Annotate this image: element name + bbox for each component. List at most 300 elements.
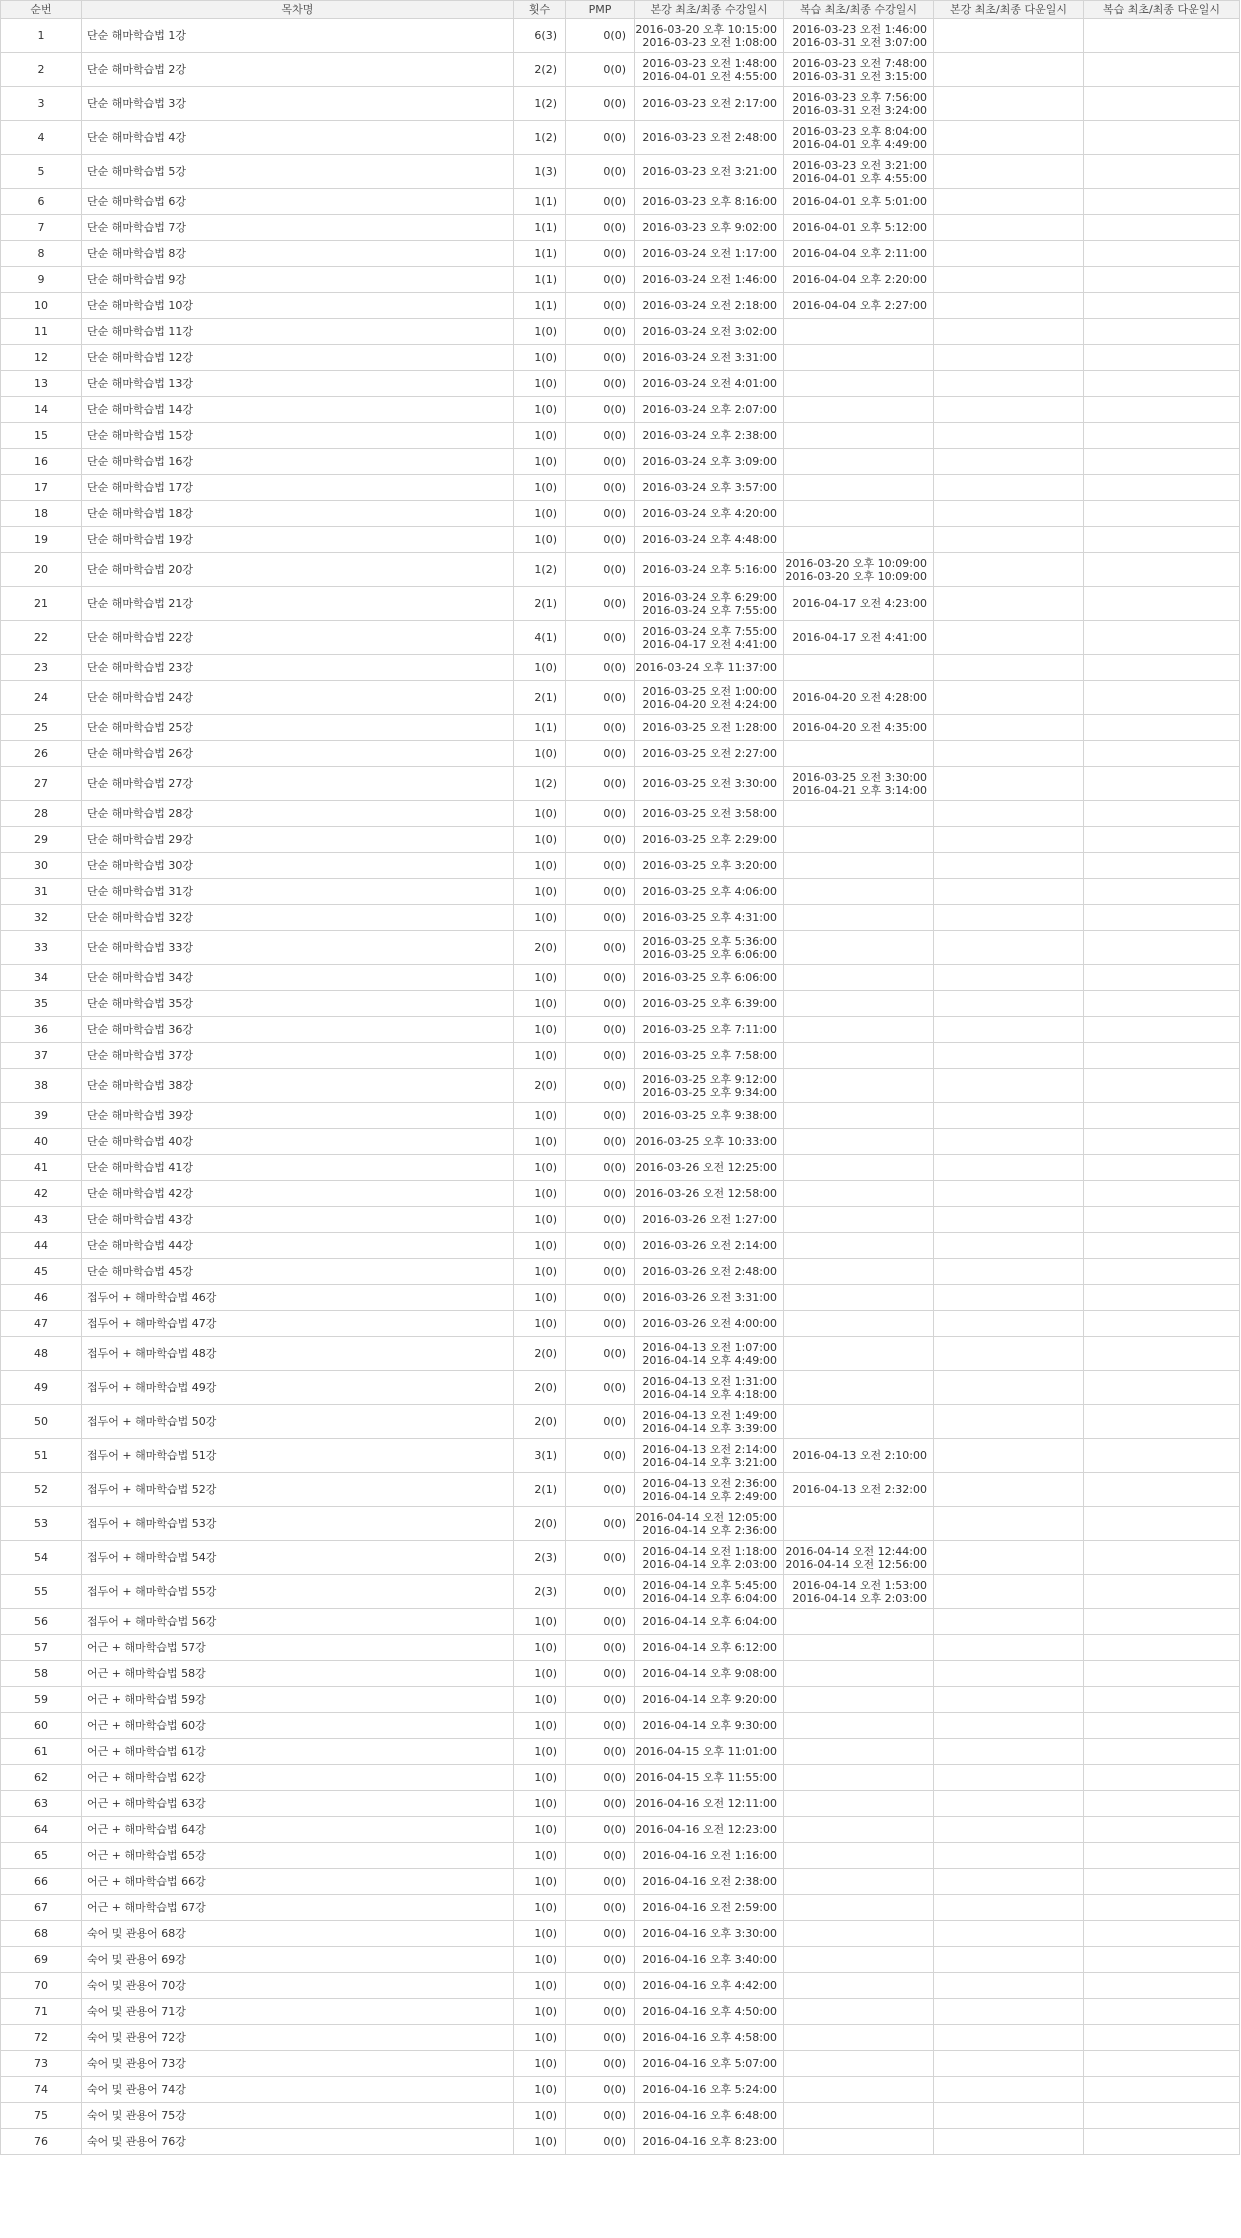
lecture-title: 단순 해마학습법 34강 [82,965,514,991]
lecture-title: 어근 + 해마학습법 67강 [82,1895,514,1921]
datetime-value: 2016-04-13 오전 2:36:00 [642,1476,777,1490]
pmp-count: 0(0) [566,655,635,681]
review-watch-dates [784,1207,934,1233]
review-download-dates [1084,1661,1240,1687]
main-download-dates [934,2129,1084,2155]
datetime-value: 2016-04-16 오전 2:59:00 [642,1901,777,1914]
datetime-value: 2016-04-14 오후 9:20:00 [642,1693,777,1706]
datetime-value: 2016-04-14 오후 3:21:00 [642,1455,777,1469]
main-download-dates [934,1181,1084,1207]
review-watch-dates [784,587,934,621]
table-row [1,1541,1240,1575]
watch-count: 2(3) [514,1575,566,1609]
review-download-dates [1084,1575,1240,1609]
header-pmp: PMP [566,1,635,19]
row-number: 58 [1,1661,82,1687]
datetime-value: 2016-03-24 오후 11:37:00 [635,661,777,674]
review-watch-dates [784,853,934,879]
review-download-dates [1084,1181,1240,1207]
review-download-dates [1084,715,1240,741]
review-watch-dates [784,475,934,501]
main-download-dates [934,715,1084,741]
review-download-dates [1084,1259,1240,1285]
pmp-count: 0(0) [566,1155,635,1181]
review-download-dates [1084,241,1240,267]
datetime-value: 2016-03-26 오전 12:25:00 [635,1161,777,1174]
watch-count: 6(3) [514,19,566,53]
datetime-value: 2016-04-14 오후 6:04:00 [642,1591,777,1605]
row-number: 12 [1,345,82,371]
datetime-value: 2016-03-25 오후 3:20:00 [642,859,777,872]
pmp-count: 0(0) [566,2051,635,2077]
datetime-value: 2016-03-25 오후 7:58:00 [642,1049,777,1062]
datetime-value: 2016-03-25 오후 9:38:00 [642,1109,777,1122]
review-download-dates [1084,1817,1240,1843]
review-watch-dates [784,767,934,801]
row-number: 1 [1,19,82,53]
datetime-value: 2016-03-25 오전 2:27:00 [642,747,777,760]
main-watch-dates [635,1017,784,1043]
main-download-dates [934,53,1084,87]
watch-count: 2(1) [514,681,566,715]
datetime-value: 2016-04-16 오전 1:16:00 [642,1849,777,1862]
main-download-dates [934,991,1084,1017]
main-watch-dates [635,1739,784,1765]
review-download-dates [1084,1687,1240,1713]
review-watch-dates [784,501,934,527]
watch-count: 1(0) [514,475,566,501]
table-row [1,1405,1240,1439]
main-watch-dates [635,1155,784,1181]
lecture-title: 접두어 + 해마학습법 54강 [82,1541,514,1575]
review-download-dates [1084,189,1240,215]
datetime-value: 2016-03-25 오전 3:30:00 [792,770,927,784]
review-download-dates [1084,879,1240,905]
review-download-dates [1084,853,1240,879]
pmp-count: 0(0) [566,767,635,801]
pmp-count: 0(0) [566,1973,635,1999]
watch-count: 1(0) [514,1129,566,1155]
watch-count: 1(1) [514,293,566,319]
pmp-count: 0(0) [566,2103,635,2129]
lecture-title: 단순 해마학습법 32강 [82,905,514,931]
main-watch-dates [635,423,784,449]
review-download-dates [1084,475,1240,501]
review-watch-dates [784,423,934,449]
watch-count: 1(0) [514,423,566,449]
review-download-dates [1084,1609,1240,1635]
row-number: 6 [1,189,82,215]
datetime-value: 2016-03-24 오후 3:09:00 [642,455,777,468]
lecture-title: 단순 해마학습법 10강 [82,293,514,319]
main-watch-dates [635,501,784,527]
header-count: 횟수 [514,1,566,19]
datetime-value: 2016-04-01 오후 5:01:00 [792,195,927,208]
review-download-dates [1084,423,1240,449]
datetime-value: 2016-03-23 오전 2:17:00 [642,97,777,110]
pmp-count: 0(0) [566,449,635,475]
datetime-value: 2016-04-16 오전 12:23:00 [635,1823,777,1836]
review-download-dates [1084,1285,1240,1311]
watch-count: 1(0) [514,2129,566,2155]
datetime-value: 2016-04-14 오후 6:04:00 [642,1615,777,1628]
datetime-value: 2016-04-15 오후 11:55:00 [635,1771,777,1784]
review-watch-dates [784,1999,934,2025]
lecture-title: 단순 해마학습법 45강 [82,1259,514,1285]
main-download-dates [934,397,1084,423]
datetime-value: 2016-04-14 오전 12:05:00 [635,1510,777,1524]
datetime-value: 2016-03-24 오전 3:02:00 [642,325,777,338]
table-row [1,1129,1240,1155]
pmp-count: 0(0) [566,1259,635,1285]
header-main-download: 본강 최초/최종 다운일시 [934,1,1084,19]
datetime-value: 2016-03-24 오후 6:29:00 [642,590,777,604]
watch-count: 1(3) [514,155,566,189]
datetime-value: 2016-03-25 오후 6:06:00 [642,947,777,961]
table-row [1,2025,1240,2051]
row-number: 43 [1,1207,82,1233]
datetime-value: 2016-04-14 오후 4:49:00 [642,1353,777,1367]
main-watch-dates [635,1285,784,1311]
datetime-value: 2016-04-14 오후 6:12:00 [642,1641,777,1654]
datetime-value: 2016-03-23 오후 8:04:00 [792,124,927,138]
review-download-dates [1084,767,1240,801]
table-row [1,371,1240,397]
table-row [1,1155,1240,1181]
lecture-title: 숙어 및 관용어 69강 [82,1947,514,1973]
main-download-dates [934,1869,1084,1895]
watch-count: 1(0) [514,527,566,553]
lecture-title: 접두어 + 해마학습법 49강 [82,1371,514,1405]
header-title: 목차명 [82,1,514,19]
row-number: 74 [1,2077,82,2103]
table-row [1,2129,1240,2155]
row-number: 73 [1,2051,82,2077]
watch-count: 2(0) [514,1371,566,1405]
pmp-count: 0(0) [566,1285,635,1311]
review-download-dates [1084,1739,1240,1765]
row-number: 61 [1,1739,82,1765]
datetime-value: 2016-04-14 오전 12:56:00 [785,1557,927,1571]
lecture-title: 단순 해마학습법 23강 [82,655,514,681]
main-download-dates [934,1439,1084,1473]
watch-count: 1(0) [514,1609,566,1635]
review-watch-dates [784,1817,934,1843]
review-download-dates [1084,1869,1240,1895]
datetime-value: 2016-03-26 오전 12:58:00 [635,1187,777,1200]
main-download-dates [934,1069,1084,1103]
watch-count: 1(0) [514,2025,566,2051]
datetime-value: 2016-04-04 오후 2:20:00 [792,273,927,286]
table-row [1,1233,1240,1259]
main-download-dates [934,767,1084,801]
main-watch-dates [635,681,784,715]
main-watch-dates [635,741,784,767]
lecture-title: 어근 + 해마학습법 61강 [82,1739,514,1765]
watch-count: 1(2) [514,553,566,587]
datetime-value: 2016-04-13 오전 2:14:00 [642,1442,777,1456]
table-row [1,1439,1240,1473]
review-watch-dates [784,527,934,553]
lecture-title: 접두어 + 해마학습법 48강 [82,1337,514,1371]
pmp-count: 0(0) [566,741,635,767]
datetime-value: 2016-03-23 오전 3:21:00 [642,165,777,178]
watch-count: 1(0) [514,853,566,879]
pmp-count: 0(0) [566,1439,635,1473]
row-number: 34 [1,965,82,991]
main-watch-dates [635,1233,784,1259]
datetime-value: 2016-04-15 오후 11:01:00 [635,1745,777,1758]
pmp-count: 0(0) [566,1739,635,1765]
lecture-title: 접두어 + 해마학습법 56강 [82,1609,514,1635]
lecture-title: 단순 해마학습법 29강 [82,827,514,853]
pmp-count: 0(0) [566,1507,635,1541]
lecture-title: 단순 해마학습법 16강 [82,449,514,475]
main-watch-dates [635,1541,784,1575]
watch-count: 2(0) [514,1337,566,1371]
table-row [1,621,1240,655]
row-number: 9 [1,267,82,293]
row-number: 66 [1,1869,82,1895]
lecture-title: 어근 + 해마학습법 57강 [82,1635,514,1661]
datetime-value: 2016-03-31 오전 3:24:00 [792,103,927,117]
review-watch-dates [784,1765,934,1791]
table-row [1,189,1240,215]
row-number: 52 [1,1473,82,1507]
main-download-dates [934,267,1084,293]
main-download-dates [934,1473,1084,1507]
datetime-value: 2016-03-26 오전 4:00:00 [642,1317,777,1330]
table-row [1,1507,1240,1541]
review-watch-dates [784,1405,934,1439]
main-watch-dates [635,767,784,801]
row-number: 39 [1,1103,82,1129]
row-number: 20 [1,553,82,587]
watch-count: 1(0) [514,501,566,527]
table-row [1,1817,1240,1843]
lecture-title: 단순 해마학습법 19강 [82,527,514,553]
datetime-value: 2016-04-20 오전 4:28:00 [792,691,927,704]
watch-count: 2(1) [514,587,566,621]
main-download-dates [934,87,1084,121]
review-download-dates [1084,215,1240,241]
row-number: 18 [1,501,82,527]
main-watch-dates [635,1609,784,1635]
review-download-dates [1084,1043,1240,1069]
review-watch-dates [784,1129,934,1155]
main-download-dates [934,1661,1084,1687]
pmp-count: 0(0) [566,1895,635,1921]
main-watch-dates [635,2129,784,2155]
lecture-title: 접두어 + 해마학습법 53강 [82,1507,514,1541]
lecture-title: 단순 해마학습법 40강 [82,1129,514,1155]
main-watch-dates [635,2103,784,2129]
lecture-title: 단순 해마학습법 6강 [82,189,514,215]
lecture-title: 단순 해마학습법 44강 [82,1233,514,1259]
datetime-value: 2016-03-25 오후 6:39:00 [642,997,777,1010]
pmp-count: 0(0) [566,475,635,501]
review-download-dates [1084,87,1240,121]
review-watch-dates [784,1043,934,1069]
main-watch-dates [635,189,784,215]
datetime-value: 2016-03-23 오전 7:48:00 [792,56,927,70]
main-watch-dates [635,1507,784,1541]
table-row [1,1843,1240,1869]
row-number: 7 [1,215,82,241]
main-download-dates [934,2077,1084,2103]
row-number: 38 [1,1069,82,1103]
table-row [1,879,1240,905]
pmp-count: 0(0) [566,397,635,423]
row-number: 57 [1,1635,82,1661]
review-watch-dates [784,1103,934,1129]
datetime-value: 2016-04-14 오전 12:44:00 [785,1544,927,1558]
pmp-count: 0(0) [566,189,635,215]
pmp-count: 0(0) [566,1635,635,1661]
table-row [1,587,1240,621]
pmp-count: 0(0) [566,1661,635,1687]
review-download-dates [1084,1371,1240,1405]
table-row [1,267,1240,293]
datetime-value: 2016-03-31 오전 3:07:00 [792,35,927,49]
watch-count: 1(0) [514,1103,566,1129]
datetime-value: 2016-03-23 오전 1:46:00 [792,22,927,36]
datetime-value: 2016-03-24 오전 1:17:00 [642,247,777,260]
review-watch-dates [784,1791,934,1817]
review-download-dates [1084,801,1240,827]
table-row [1,1921,1240,1947]
pmp-count: 0(0) [566,345,635,371]
datetime-value: 2016-03-25 오전 1:00:00 [642,684,777,698]
pmp-count: 0(0) [566,931,635,965]
table-row [1,1017,1240,1043]
lecture-title: 단순 해마학습법 4강 [82,121,514,155]
main-download-dates [934,1765,1084,1791]
pmp-count: 0(0) [566,1791,635,1817]
pmp-count: 0(0) [566,19,635,53]
main-download-dates [934,19,1084,53]
main-watch-dates [635,1843,784,1869]
review-download-dates [1084,1155,1240,1181]
main-download-dates [934,1791,1084,1817]
table-row [1,801,1240,827]
watch-count: 1(0) [514,1817,566,1843]
row-number: 24 [1,681,82,715]
datetime-value: 2016-03-23 오전 3:21:00 [792,158,927,172]
datetime-value: 2016-04-13 오전 1:49:00 [642,1408,777,1422]
review-download-dates [1084,1405,1240,1439]
row-number: 53 [1,1507,82,1541]
watch-count: 1(1) [514,215,566,241]
lecture-title: 접두어 + 해마학습법 55강 [82,1575,514,1609]
watch-count: 1(0) [514,2103,566,2129]
lecture-title: 단순 해마학습법 2강 [82,53,514,87]
row-number: 72 [1,2025,82,2051]
row-number: 2 [1,53,82,87]
datetime-value: 2016-04-16 오후 4:58:00 [642,2031,777,2044]
datetime-value: 2016-03-25 오후 10:33:00 [635,1135,777,1148]
main-watch-dates [635,1311,784,1337]
review-download-dates [1084,741,1240,767]
review-download-dates [1084,1895,1240,1921]
watch-count: 2(2) [514,53,566,87]
main-watch-dates [635,1439,784,1473]
lecture-title: 숙어 및 관용어 74강 [82,2077,514,2103]
header-no: 순번 [1,1,82,19]
lecture-title: 단순 해마학습법 28강 [82,801,514,827]
lecture-title: 단순 해마학습법 20강 [82,553,514,587]
review-watch-dates [784,965,934,991]
datetime-value: 2016-04-16 오후 5:24:00 [642,2083,777,2096]
datetime-value: 2016-03-25 오후 9:34:00 [642,1085,777,1099]
lecture-title: 어근 + 해마학습법 58강 [82,1661,514,1687]
row-number: 45 [1,1259,82,1285]
row-number: 17 [1,475,82,501]
datetime-value: 2016-03-25 오후 7:11:00 [642,1023,777,1036]
main-download-dates [934,905,1084,931]
review-download-dates [1084,905,1240,931]
row-number: 30 [1,853,82,879]
table-row [1,1765,1240,1791]
main-watch-dates [635,267,784,293]
lecture-title: 어근 + 해마학습법 60강 [82,1713,514,1739]
main-download-dates [934,1739,1084,1765]
review-watch-dates [784,19,934,53]
pmp-count: 0(0) [566,1541,635,1575]
main-download-dates [934,1999,1084,2025]
lecture-title: 숙어 및 관용어 70강 [82,1973,514,1999]
lecture-title: 단순 해마학습법 39강 [82,1103,514,1129]
row-number: 19 [1,527,82,553]
review-download-dates [1084,155,1240,189]
review-watch-dates [784,715,934,741]
table-row [1,1311,1240,1337]
watch-count: 1(0) [514,371,566,397]
main-download-dates [934,827,1084,853]
pmp-count: 0(0) [566,1869,635,1895]
table-row [1,155,1240,189]
row-number: 10 [1,293,82,319]
watch-count: 1(2) [514,121,566,155]
main-download-dates [934,1817,1084,1843]
table-row [1,2103,1240,2129]
main-download-dates [934,1609,1084,1635]
pmp-count: 0(0) [566,2077,635,2103]
pmp-count: 0(0) [566,267,635,293]
review-watch-dates [784,621,934,655]
lecture-title: 단순 해마학습법 35강 [82,991,514,1017]
main-watch-dates [635,801,784,827]
main-watch-dates [635,1635,784,1661]
review-download-dates [1084,553,1240,587]
datetime-value: 2016-04-17 오전 4:41:00 [792,631,927,644]
datetime-value: 2016-03-23 오후 8:16:00 [642,195,777,208]
row-number: 49 [1,1371,82,1405]
row-number: 63 [1,1791,82,1817]
lecture-title: 접두어 + 해마학습법 50강 [82,1405,514,1439]
lecture-title: 단순 해마학습법 15강 [82,423,514,449]
review-watch-dates [784,1973,934,1999]
table-row [1,19,1240,53]
watch-count: 1(0) [514,991,566,1017]
pmp-count: 0(0) [566,2025,635,2051]
row-number: 29 [1,827,82,853]
main-download-dates [934,1311,1084,1337]
table-row [1,87,1240,121]
main-watch-dates [635,879,784,905]
datetime-value: 2016-03-24 오전 2:18:00 [642,299,777,312]
main-watch-dates [635,1921,784,1947]
